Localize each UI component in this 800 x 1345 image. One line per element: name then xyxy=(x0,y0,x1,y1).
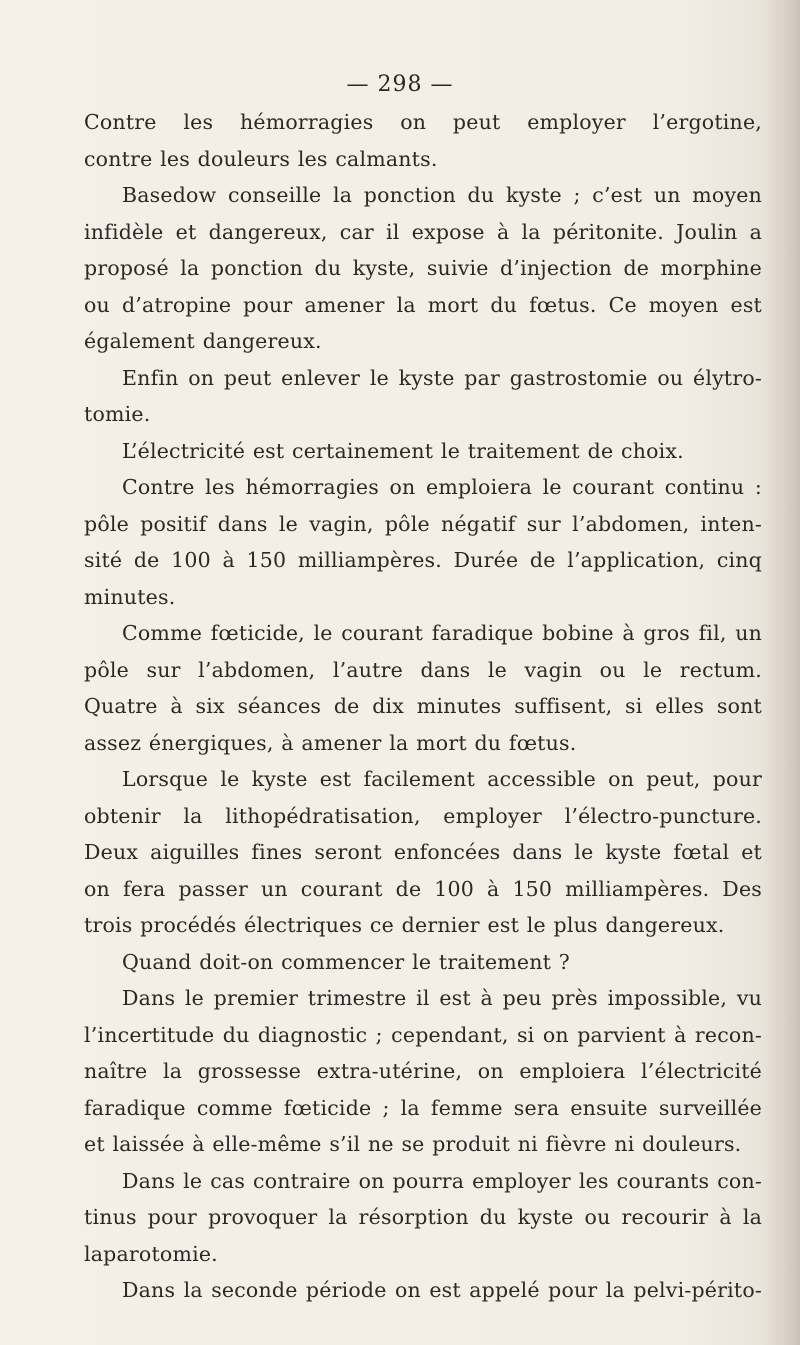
text-line: tomie. xyxy=(84,402,151,426)
text-line: Quand doit-on commencer le traitement ? xyxy=(122,949,570,974)
text-line: Contre les hémorragies on peut employer l’ergotine, xyxy=(84,110,762,134)
body-text xyxy=(84,104,762,1309)
text-line: également dangereux. xyxy=(84,329,322,353)
text-line: Enfin on peut enlever le kyste par gastrostomie ou élytro- xyxy=(122,365,762,390)
text-line: pôle sur l’abdomen, l’autre dans le vagin ou le rectum. xyxy=(84,657,762,682)
text-line: pôle positif dans le vagin, pôle négatif sur l’abdomen, inten- xyxy=(84,511,762,536)
text-line: Dans le cas contraire on pourra employer les courants con- xyxy=(122,1168,762,1193)
text-line: infidèle et dangereux, car il expose à la péritonite. Joulin a xyxy=(84,219,762,244)
text-line: Dans la seconde période on est appelé pour la pelvi-périto- xyxy=(122,1278,762,1302)
text-line: tinus pour provoquer la résorption du kyste ou recourir à la xyxy=(84,1205,762,1229)
text-line: faradique comme fœticide ; la femme sera ensuite surveillée xyxy=(84,1095,762,1120)
text-line: on fera passer un courant de 100 à 150 milliampères. Des xyxy=(84,876,762,901)
text-line: L’électricité est certainement le traitement de choix. xyxy=(122,438,684,463)
text-line: Quatre à six séances de dix minutes suffisent, si elles sont xyxy=(84,694,762,718)
page-number: — 298 — xyxy=(346,72,454,97)
text-line: Comme fœticide, le courant faradique bobine à gros fil, un xyxy=(122,621,762,645)
text-line: Contre les hémorragies on emploiera le courant continu : xyxy=(122,475,762,499)
text-line: naître la grossesse extra-utérine, on emploiera l’électricité xyxy=(84,1059,762,1083)
text-line: Deux aiguilles fines seront enfoncées dans le kyste fœtal et xyxy=(84,840,762,864)
text-line: Basedow conseille la ponction du kyste ; c’est un moyen xyxy=(122,183,762,207)
text-line: sité de 100 à 150 milliampères. Durée de l’application, cinq xyxy=(84,548,762,572)
text-line: obtenir la lithopédratisation, employer l’électro-puncture. xyxy=(84,803,762,828)
text-line: contre les douleurs les calmants. xyxy=(84,146,438,171)
page-edge-shadow xyxy=(762,0,800,1345)
text-line: assez énergiques, à amener la mort du fœtus. xyxy=(84,730,577,755)
text-line: l’incertitude du diagnostic ; cependant, si on parvient à recon- xyxy=(84,1022,762,1047)
text-line: Dans le premier trimestre il est à peu près impossible, vu xyxy=(122,986,762,1010)
text-line: Lorsque le kyste est facilement accessible on peut, pour xyxy=(122,767,762,791)
text-line: proposé la ponction du kyste, suivie d’injection de morphine xyxy=(84,256,762,280)
text-line: et laissée à elle-même s’il ne se produit ni fièvre ni douleurs. xyxy=(84,1132,742,1156)
text-line: minutes. xyxy=(84,584,176,609)
text-line: laparotomie. xyxy=(84,1241,218,1266)
text-line: trois procédés électriques ce dernier est le plus dangereux. xyxy=(84,913,725,937)
text-line: ou d’atropine pour amener la mort du fœtus. Ce moyen est xyxy=(84,292,762,317)
